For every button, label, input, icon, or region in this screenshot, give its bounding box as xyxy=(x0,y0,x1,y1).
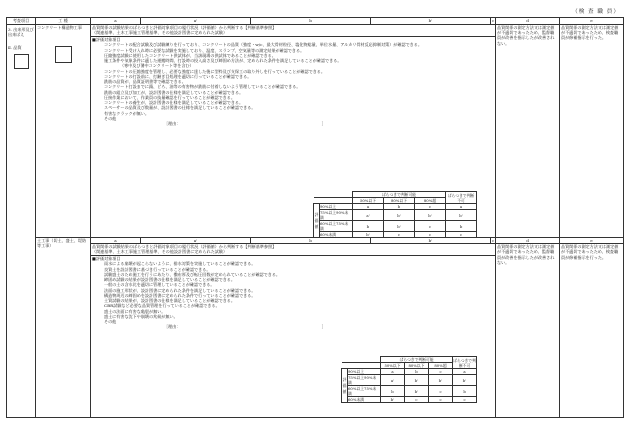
rating-range: 90%以上 xyxy=(320,204,353,210)
criteria-sub: （関連基準、土木工事施工管理基準、その他設計図書に定められた試験） xyxy=(92,249,228,255)
list-item: その他 xyxy=(104,319,117,325)
remark-close: ］ xyxy=(321,324,326,330)
type-cell xyxy=(36,25,91,238)
rating-val: a' xyxy=(381,375,405,386)
rating-val: b' xyxy=(446,210,477,221)
e-text: 品質関係の測定方法又は測定値が不適切であったため、検査職員が修補指示を行った。 xyxy=(561,244,619,260)
rating-row-label: 評価値 xyxy=(314,204,320,238)
rating-val: c xyxy=(429,397,453,403)
remark-label: ［理由： xyxy=(164,324,181,330)
rating-row-label: 評価値 xyxy=(342,369,348,403)
criteria-lines xyxy=(92,244,494,330)
rating-val: c xyxy=(429,369,453,375)
rating-header-other: ばらつきで判断不可 xyxy=(446,192,477,204)
rating-val: b' xyxy=(453,375,477,386)
list-item: 鉄筋の品質が、品質証明書等で確認できる。 xyxy=(104,79,186,84)
remark-line xyxy=(92,121,494,126)
list-item: 圧縮強度試験に使用したコンクリート供試体が、当該現場の供試体であることが確認できる。 xyxy=(104,52,276,58)
rating-table-1 xyxy=(313,191,477,238)
rating-val: c xyxy=(453,397,477,403)
rating-val: a xyxy=(453,369,477,375)
list-item: 土質試験の結果が、設計図書の仕様を満足していることが確認できる。 xyxy=(104,298,235,304)
rating-val: c xyxy=(405,397,429,403)
rating-val: c xyxy=(415,221,446,232)
rating-val: c xyxy=(415,204,446,210)
list-heading: ■評価対象項目 xyxy=(92,256,121,262)
list-item: 締固め試験の結果が設計図書の仕様を満足していることが確認できる。 xyxy=(104,277,235,283)
score-box[interactable] xyxy=(14,54,29,69)
remark-line xyxy=(92,324,494,329)
rating-val: b' xyxy=(429,375,453,386)
rating-col: 80%以下 xyxy=(384,198,415,204)
rating-val: b' xyxy=(415,210,446,221)
list-item: コンクリートの圧縮強度を管理し、必要な強度に達した後に型枠及び支保工の取り外しを行っていることが確認できる。 xyxy=(104,68,325,74)
rating-col: 80%超 xyxy=(429,363,453,369)
list-item: コンクリート受け入れ時に必要な試験を実施しており、温度、スランプ、空気量等の測定結果が確認できる。 xyxy=(104,47,305,53)
list-item: CBR試験など必要な品質管理を行っていることが確認できる。 xyxy=(104,303,220,309)
list-item: 施工条件や気象条件に適した運搬時間、打設時の投入高さ及び締固め方法が、定められた条件を満足していることが確認できる。 xyxy=(104,58,342,63)
d-text: 品質関係の測定方法又は測定値が不適切であったため、監督職員が改善を指示したが改善されない。 xyxy=(497,25,555,46)
e-text: 品質関係の測定方法又は測定値が不適切であったため、検査職員が修補指示を行った。 xyxy=(561,25,619,41)
list-heading: ■評価対象項目 xyxy=(92,37,121,42)
criteria-lines xyxy=(92,25,494,126)
rating-val: b xyxy=(405,369,429,375)
col-item: 考査項目 xyxy=(7,18,36,25)
rating-val: b xyxy=(353,221,384,232)
d-text: 品質関係の測定方法又は測定値が不適切であったため、監督職員が改善を指示したが改善されない。 xyxy=(497,244,555,265)
rating-col: 80%超 xyxy=(415,198,446,204)
item-label: 3. 出来形及び出来ばえ xyxy=(8,27,34,38)
list-item: 構造物周辺の締固めを設計図書に定められた条件で行っていることが確認できる。 xyxy=(104,292,256,298)
list-item: コンクリート打設までに錆、どろ、油等の有害物が鉄筋に付着しないよう管理していることが確認できる。 xyxy=(104,84,301,90)
col-d: d xyxy=(496,18,560,25)
criteria-headline: 品質関係の試験結果のばらつきと評価対象項目の履行状況（評価値）から判断する【判断基準参照】 xyxy=(92,25,277,30)
rating-range: 75%以上90%未満 xyxy=(348,375,381,386)
rating-col: 50%以下 xyxy=(353,198,384,204)
col-b: b xyxy=(251,18,371,25)
rating-table-2 xyxy=(341,356,477,403)
list-item: 雨水による崩壊が起こらないように、排水対策を実施していることが確認できる。 xyxy=(104,261,256,267)
inspector-label: （検 査 職 員） xyxy=(572,9,620,15)
rating-val: c xyxy=(429,386,453,397)
criteria-headline: 品質関係の試験結果のばらつきと評価対象項目の履行状況（評価値）から判断する【判断基準参照】 xyxy=(92,244,277,250)
col-e: e xyxy=(560,18,624,25)
rating-col: 50%以下 xyxy=(381,363,405,369)
grade-a-prime: a' xyxy=(141,238,251,244)
list-item: スペーサーの品質及び数量が、設計図書の仕様を満足していることが確認できる。 xyxy=(104,105,256,111)
rating-val: c xyxy=(384,232,415,238)
list-item: 盛土の法面に有害な亀裂が無い。 xyxy=(104,308,166,314)
type-check-box[interactable] xyxy=(55,46,72,63)
grade-a: a xyxy=(91,238,141,244)
rating-val: b' xyxy=(353,232,384,238)
rating-range: 90%以上 xyxy=(348,369,381,375)
remark-close: ］ xyxy=(321,121,326,126)
rating-val: b' xyxy=(384,210,415,221)
rating-range: 75%以上90%未満 xyxy=(320,210,353,221)
list-item: コンクリートの配合試験及び試験練りを行っており、コンクリートの品質（強度・w/c、最大骨材粒径、塩化物総量、単位水量、アルカリ骨材反応抑制対策）が確認できる。 xyxy=(104,42,422,48)
col-type: 工 種 xyxy=(36,18,91,25)
list-item: コンクリートの養生が、設計図書の仕様を満足していることが確認できる。 xyxy=(104,100,244,105)
rating-val: a xyxy=(381,369,405,375)
list-item: 良質土を設計図書に基づき行っていることが確認できる。 xyxy=(104,266,211,272)
list-item: 有害なクラックが無い。 xyxy=(104,110,149,116)
rating-header: ばらつきで判断可能 xyxy=(353,192,446,198)
rating-val: b' xyxy=(405,375,429,386)
section-row xyxy=(7,244,624,418)
col-a: a xyxy=(91,18,141,25)
e-cell xyxy=(560,244,624,418)
type-cell: 土工事（切土、盛土、堤防等工事） xyxy=(36,238,91,418)
type-name: コンクリート構造物工事 xyxy=(37,25,82,30)
remark-label: ［理由： xyxy=(164,121,181,126)
rating-val: b xyxy=(381,386,405,397)
list-item: その他 xyxy=(104,115,117,121)
list-item: コンクリートの打設前に、打継ぎ目処理を適切に行っていることが確認できる。 xyxy=(104,73,252,79)
item-cell xyxy=(7,25,36,418)
rating-range: 60%未満 xyxy=(320,232,353,238)
sub-label: Ⅱ. 品質 xyxy=(8,45,22,51)
rating-val: a xyxy=(353,204,384,210)
list-item: 試験盛土のため施工を行うにあたり、撒布厚及び転圧回数が定められていることが確認できる。 xyxy=(104,271,281,277)
rating-col: 80%以下 xyxy=(405,363,429,369)
rating-header-other: ばらつきで判断不可 xyxy=(453,357,476,368)
rating-val: b' xyxy=(381,397,405,403)
rating-range: 60%未満 xyxy=(348,397,381,403)
rating-val: c xyxy=(446,232,477,238)
d-cell xyxy=(496,244,560,418)
list-item: 圧接作業において、作業員の技量確認を行っていることが確認できる。 xyxy=(104,94,235,100)
list-item: 盛土に有害な沈下や崩壊の兆候が無い。 xyxy=(104,313,178,319)
column-header-row xyxy=(7,18,624,25)
list-item: 鉄筋の組立及び加工が、設計図書の仕様を満足していることが確認できる。 xyxy=(104,89,244,95)
rating-val: b xyxy=(453,386,477,397)
list-item: 一般の土の含水比を適切に管理していることが確認できる。 xyxy=(104,282,215,288)
col-c: c xyxy=(492,18,495,23)
grade-d: d xyxy=(496,238,560,244)
list-item: 法面の施工形状が、設計図書に定められた条件を満足していることが確認できる。 xyxy=(104,287,256,293)
e-cell xyxy=(560,25,624,238)
grade-b-prime: b' xyxy=(371,238,491,244)
rating-val: b xyxy=(384,204,415,210)
rating-val: b' xyxy=(405,386,429,397)
rating-val: b' xyxy=(384,221,415,232)
rating-val: a xyxy=(446,204,477,210)
grade-c: c xyxy=(492,238,495,243)
grade-e: e xyxy=(560,238,624,244)
rating-range: 60%以上75%未満 xyxy=(320,221,353,232)
rating-val: a' xyxy=(353,210,384,221)
list-item: （寒中及び暑中コンクリート等を含む） xyxy=(120,63,194,69)
col-b-prime: b' xyxy=(371,18,491,25)
col-a-prime: a' xyxy=(141,18,251,25)
rating-val: b xyxy=(446,221,477,232)
grade-b: b xyxy=(251,238,371,244)
rating-range: 60%以上75%未満 xyxy=(348,386,381,397)
criteria-sub: （関連基準、土木工事施工管理基準、その他設計図書に定められた試験） xyxy=(92,30,228,36)
rating-val: c xyxy=(415,232,446,238)
d-cell xyxy=(496,25,560,238)
rating-header: ばらつきで判断可能 xyxy=(381,357,453,363)
